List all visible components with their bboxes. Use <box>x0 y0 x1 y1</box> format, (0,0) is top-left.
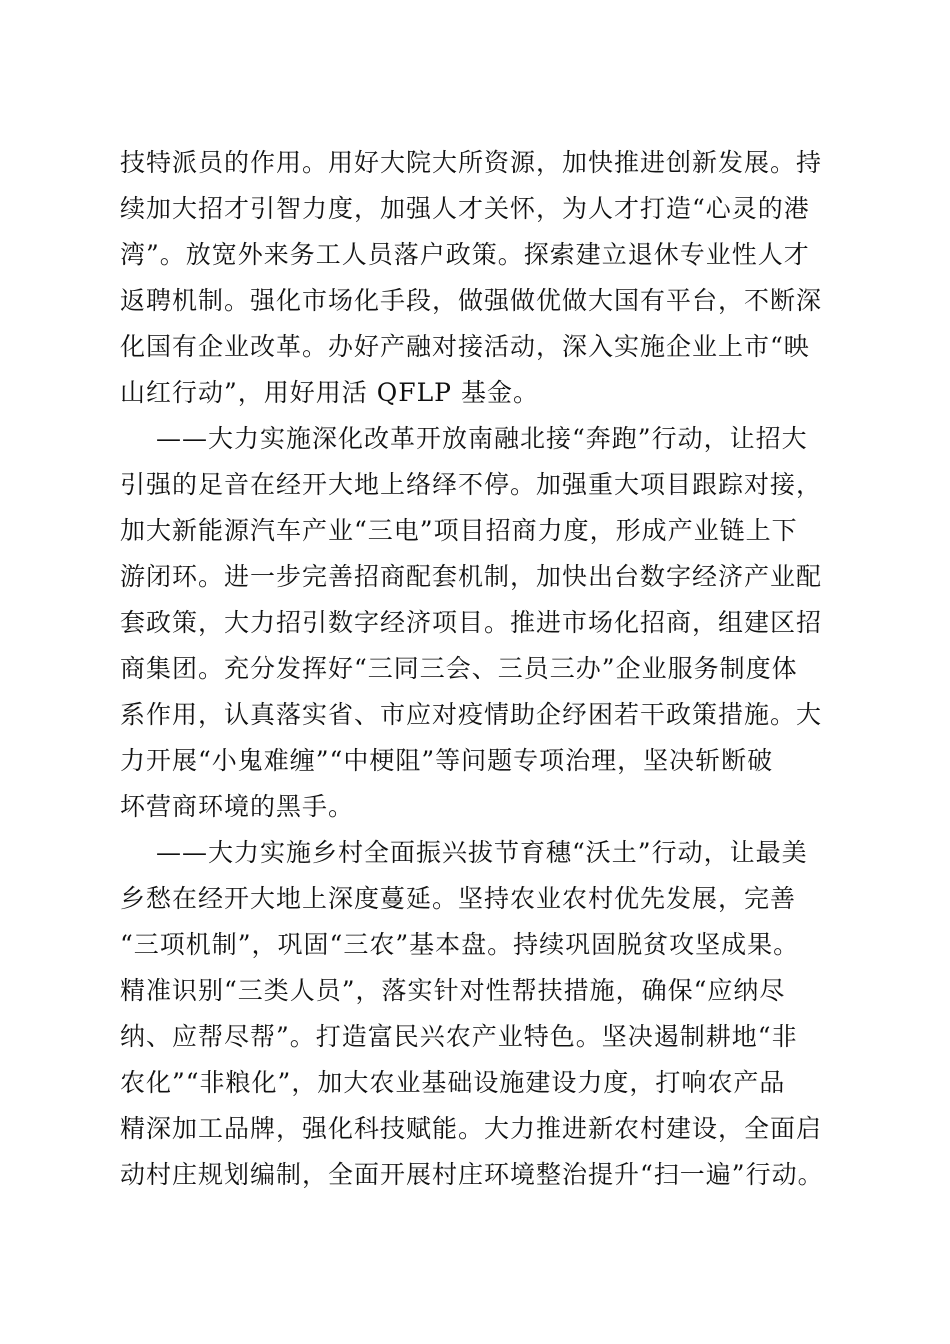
text-line: 续加大招才引智力度，加强人才关怀，为人才打造“心灵的港 <box>120 194 810 223</box>
text-line: 乡愁在经开大地上深度蔓延。坚持农业农村优先发展，完善 <box>120 884 797 913</box>
body-text <box>120 140 840 1198</box>
text-line: 力开展“小鬼难缠”“中梗阻”等问题专项治理，坚决斩断破 <box>120 746 774 775</box>
text-line: 纳、应帮尽帮”。打造富民兴农产业特色。坚决遏制耕地“非 <box>120 1022 798 1051</box>
text-line: 技特派员的作用。用好大院大所资源，加快推进创新发展。持 <box>120 148 823 177</box>
text-line: 坏营商环境的黑手。 <box>120 792 355 821</box>
text-line: 化国有企业改革。办好产融对接活动，深入实施企业上市“映 <box>120 332 810 361</box>
text-line: 精深加工品牌，强化科技赋能。大力推进新农村建设，全面启 <box>120 1114 823 1143</box>
paragraph-start-line: ——大力实施乡村全面振兴拔节育穗“沃土”行动，让最美 <box>156 838 808 867</box>
text-line: 动村庄规划编制，全面开展村庄环境整治提升“扫一遍”行动。 <box>120 1160 824 1189</box>
text-line: 精准识别“三类人员”，落实针对性帮扶措施，确保“应纳尽 <box>120 976 786 1005</box>
text-line: 商集团。充分发挥好“三同三会、三员三办”企业服务制度体 <box>120 654 798 683</box>
text-line: 系作用，认真落实省、市应对疫情助企纾困若干政策措施。大 <box>120 700 823 729</box>
text-line: 农化”“非粮化”，加大农业基础设施建设力度，打响农产品 <box>120 1068 786 1097</box>
text-line: 加大新能源汽车产业“三电”项目招商力度，形成产业链上下 <box>120 516 798 545</box>
text-line: 套政策，大力招引数字经济项目。推进市场化招商，组建区招 <box>120 608 823 637</box>
text-line: 游闭环。进一步完善招商配套机制，加快出台数字经济产业配 <box>120 562 823 591</box>
text-line: 引强的足音在经开大地上络绎不停。加强重大项目跟踪对接， <box>120 470 823 499</box>
paragraph-start-line: ——大力实施深化改革开放南融北接“奔跑”行动，让招大 <box>156 424 808 453</box>
text-line: “三项机制”，巩固“三农”基本盘。持续巩固脱贫攻坚成果。 <box>120 930 800 959</box>
text-line: 湾”。放宽外来务工人员落户政策。探索建立退休专业性人才 <box>120 240 810 269</box>
text-line: 返聘机制。强化市场化手段，做强做优做大国有平台，不断深 <box>120 286 823 315</box>
text-line: 山红行动”，用好用活 QFLP 基金。 <box>120 378 539 407</box>
